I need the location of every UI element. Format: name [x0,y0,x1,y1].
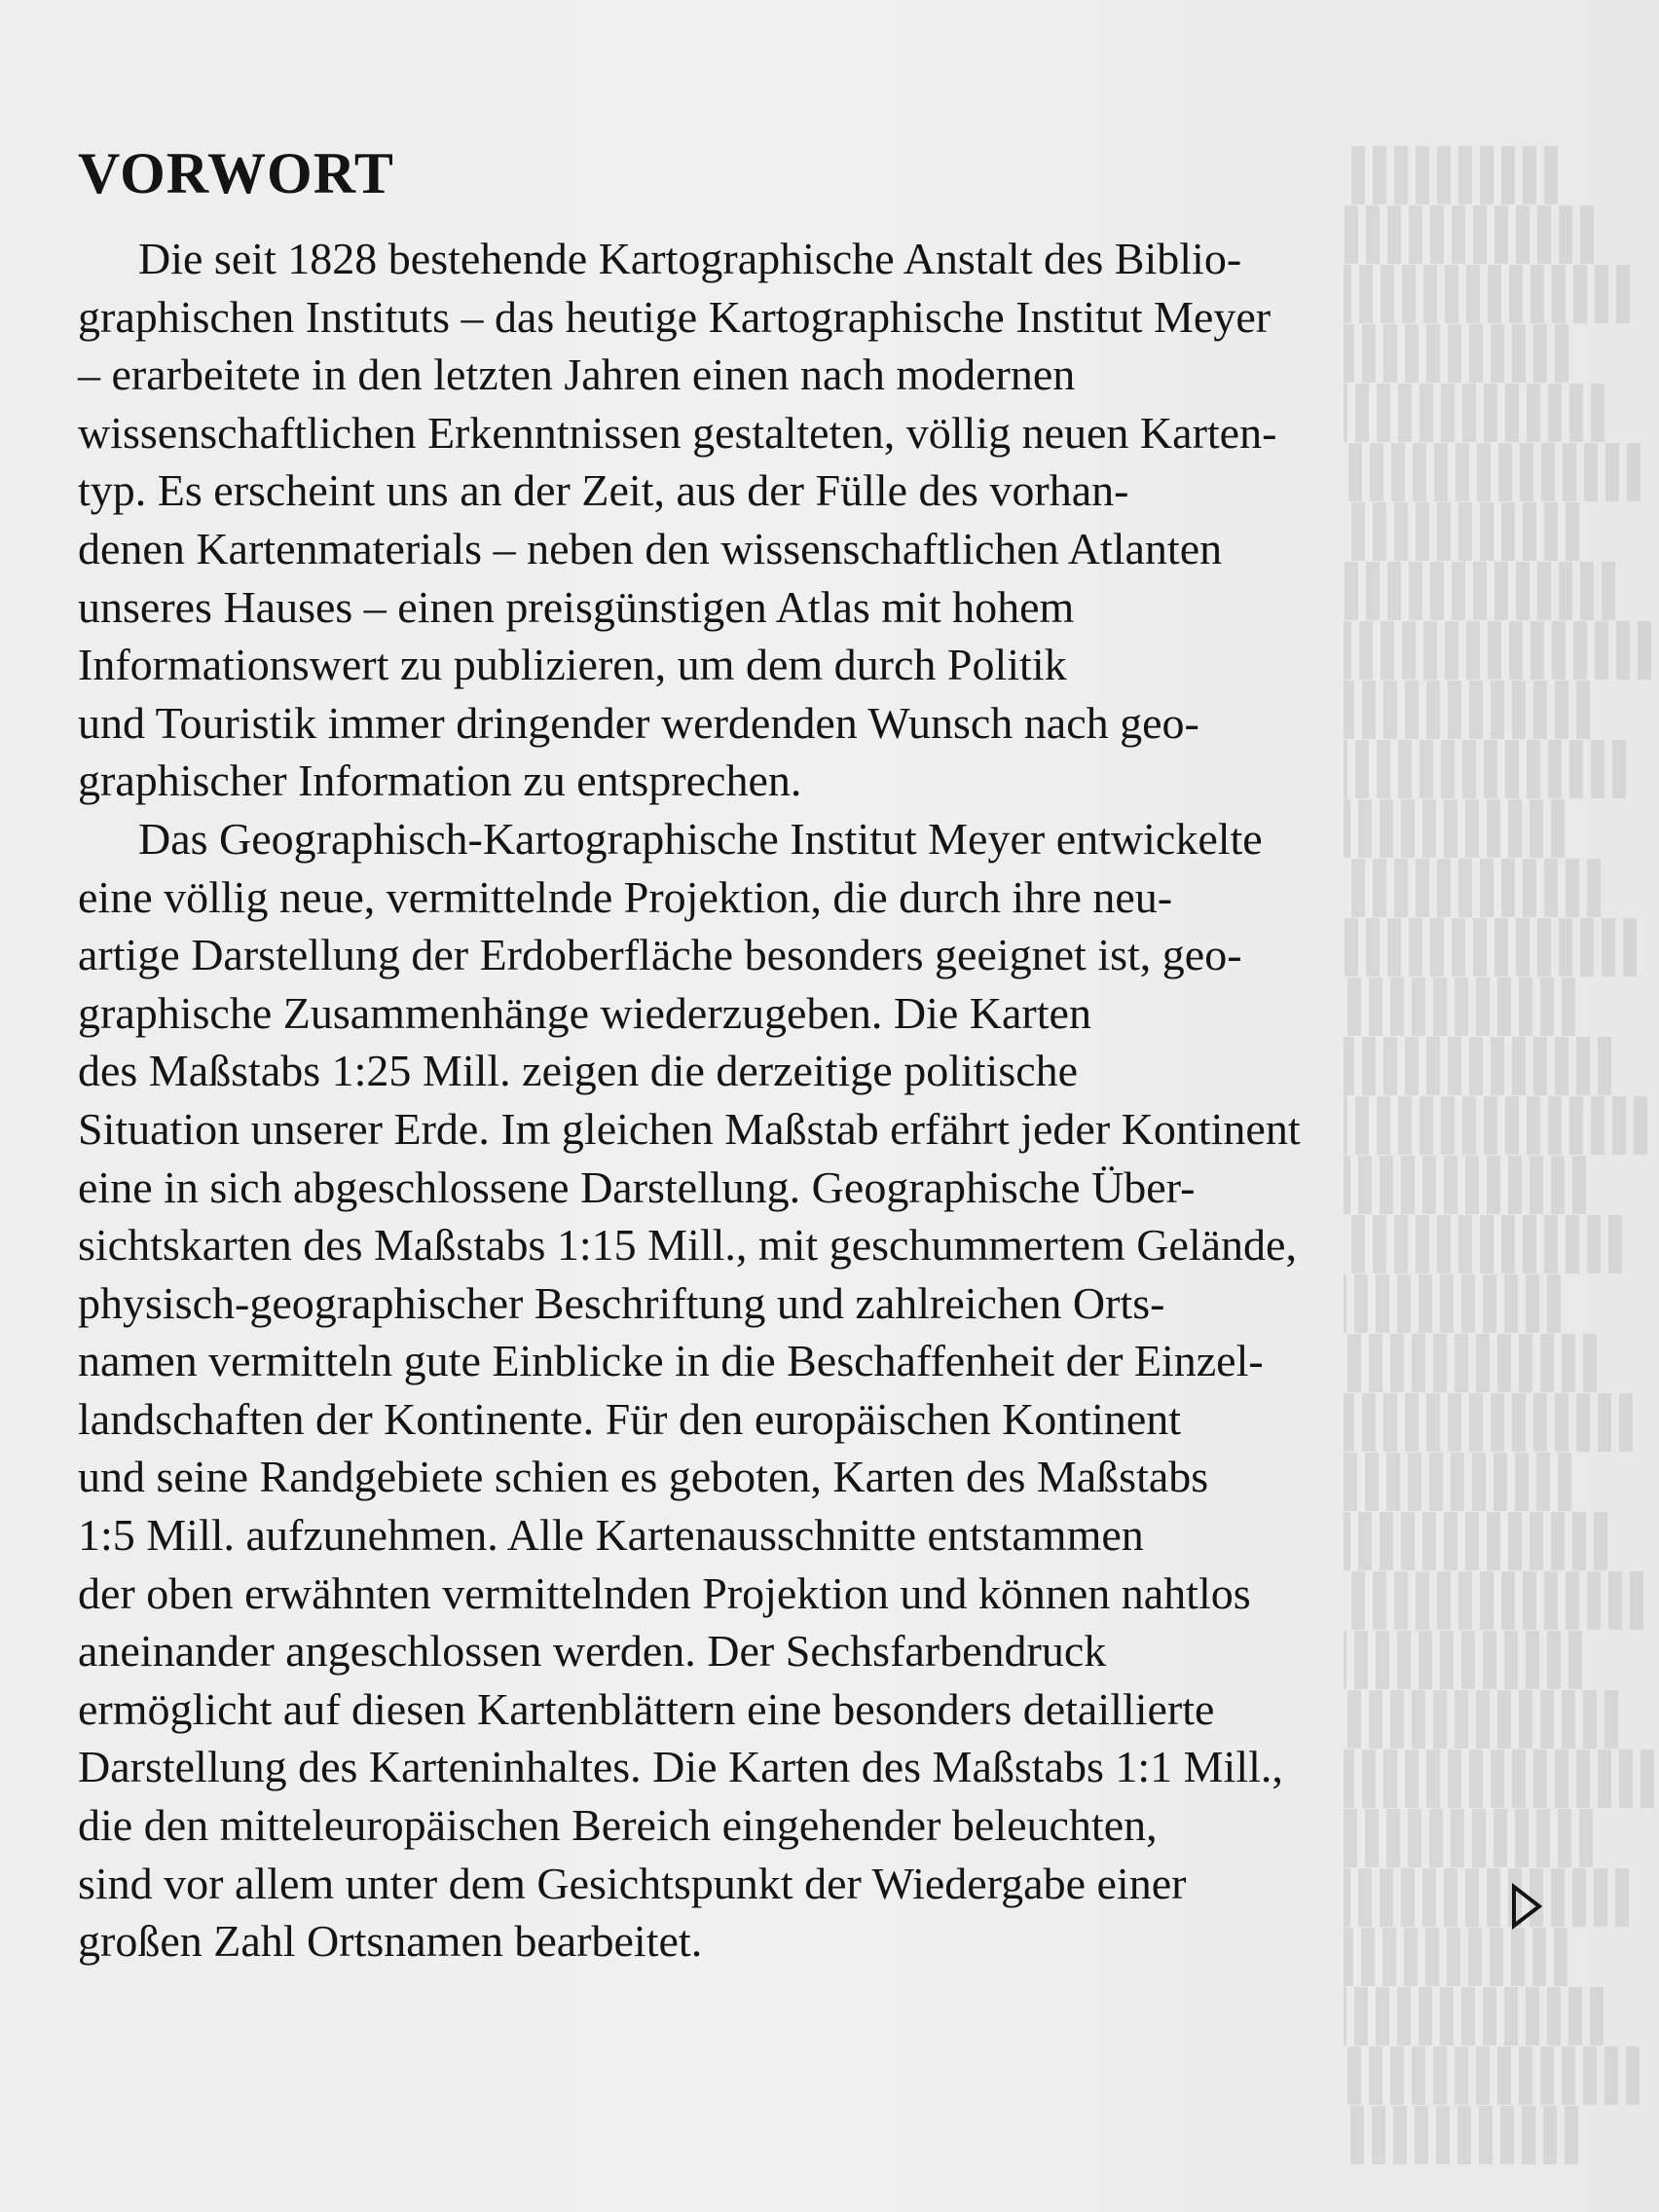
text-line: ermöglicht auf diesen Kartenblättern eine besonders detaillierte [78,1683,1215,1734]
text-line: des Maßstabs 1:25 Mill. zeigen die derzeitige politische [78,1046,1079,1096]
text-line: Informationswert zu publizieren, um dem durch Politik [78,640,1067,690]
paragraph-2 [78,810,1538,1971]
text-line: sind vor allem unter dem Gesichtspunkt der Wiedergabe einer [78,1858,1187,1908]
text-line: sichtskarten des Maßstabs 1:15 Mill., mit geschummertem Gelände, [78,1220,1297,1271]
text-line: artige Darstellung der Erdoberfläche besonders geeignet ist, geo- [78,930,1242,980]
show-through-line [1344,1987,1604,2046]
page-heading: VORWORT [78,141,394,205]
text-line: graphischer Information zu entsprechen. [78,756,802,806]
text-line: und seine Randgebiete schien es geboten, Karten des Maßstabs [78,1452,1209,1502]
show-through-line [1344,2046,1640,2105]
paragraph-1 [78,230,1538,810]
text-line: eine völlig neue, vermittelnde Projektion, die durch ihre neu- [78,871,1173,922]
text-line: wissenschaftlichen Erkenntnissen gestalteten, völlig neuen Karten- [78,407,1277,458]
text-line: großen Zahl Ortsnamen bearbeitet. [78,1916,703,1967]
text-line: namen vermitteln gute Einblicke in die Beschaffenheit der Einzel- [78,1336,1264,1386]
text-line: Darstellung des Karteninhaltes. Die Karten des Maßstabs 1:1 Mill., [78,1742,1283,1792]
text-line: graphische Zusammenhänge wiederzugeben. Die Karten [78,987,1091,1038]
text-line: Das Geographisch-Kartographische Institut Meyer entwickelte [138,813,1263,864]
text-line: Situation unserer Erde. Im gleichen Maßstab erfährt jeder Kontinent [78,1103,1301,1154]
show-through-line [1344,2106,1578,2164]
text-line: aneinander angeschlossen werden. Der Sechsfarbendruck [78,1626,1107,1677]
text-line: Die seit 1828 bestehende Kartographische Anstalt des Biblio- [138,234,1242,283]
text-line: – erarbeitete in den letzten Jahren einen nach modernen [78,350,1076,400]
text-line: denen Kartenmaterials – neben den wissenschaftlichen Atlanten [78,523,1223,573]
text-line: unseres Hauses – einen preisgünstigen Atlas mit hohem [78,581,1075,632]
text-line: die den mitteleuropäischen Bereich eingehender beleuchten, [78,1800,1158,1851]
text-line: typ. Es erscheint uns an der Zeit, aus der Fülle des vorhan- [78,465,1129,516]
text-line: der oben erwähnten vermittelnden Projektion und können nahtlos [78,1567,1251,1618]
continue-arrow-icon [1509,1883,1544,1930]
show-through-line [1344,146,1558,204]
text-line: physisch-geographischer Beschriftung und zahlreichen Orts- [78,1277,1165,1328]
text-line: eine in sich abgeschlossene Darstellung. Geographische Über- [78,1161,1196,1212]
foreword-body [78,230,1538,1971]
text-line: graphischen Instituts – das heutige Kartographische Institut Meyer [78,291,1272,342]
text-line: landschaften der Kontinente. Für den europäischen Kontinent [78,1393,1182,1444]
text-line: 1:5 Mill. aufzunehmen. Alle Kartenausschnitte entstammen [78,1510,1144,1561]
text-line: und Touristik immer dringender werdenden Wunsch nach geo- [78,697,1199,748]
